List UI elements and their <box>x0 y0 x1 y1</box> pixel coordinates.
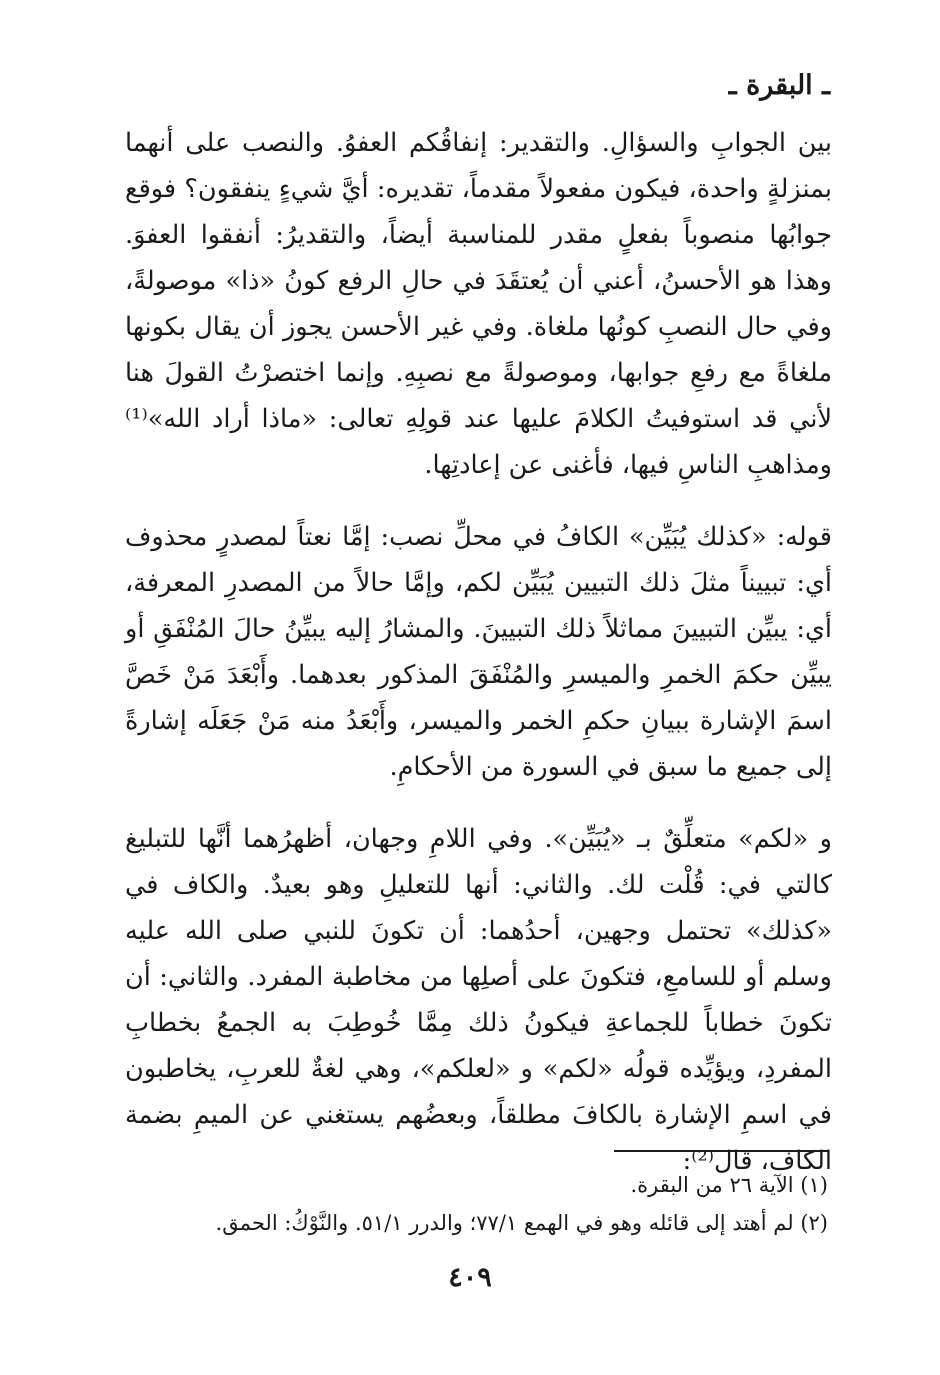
paragraph-2: قوله: «كذلك يُبَيِّن» الكافُ في محلِّ نصب: إمَّا نعتاً لمصدرٍ محذوف أي: تبييناً مثلَ ذلك التبيين يُبَيِّن لكم، وإمَّا حالاً من المصدرِ المعرفة، أي: يبيِّن التبيينَ مماثلاً ذلك التبيينَ. والمشارُ إليه يبيِّنُ حالَ المُنْفَقِ أو يبيِّن حكمَ الخمرِ والميسرِ والمُنْفَقَ المذكور بعدهما. وأَبْعَدَ مَنْ خَصَّ اسمَ الإشارة ببيانِ حكمِ الخمر والميسر، وأَبْعَدُ منه مَنْ جَعَلَه إشارةً إلى جميع ما سبق في السورة من الأحكامِ. <box>125 522 832 782</box>
paragraph-3: و «لكم» متعلِّقٌ بـ «يُبَيِّن». وفي اللامِ وجهان، أظهرُهما أنَّها للتبليغ كالتي في: قُلْت لك. والثاني: أنها للتعليلِ وهو بعيدٌ. والكاف في «كذلك» تحتمل وجهين، أحدُهما: أن تكونَ للنبي صلى الله عليه وسلم أو للسامعِ، فتكونَ على أصلِها من مخاطبة المفرد. والثاني: أن تكونَ خطاباً للجماعةِ فيكونُ ذلك مِمَّا خُوطِبَ به الجمعُ بخطابِ المفردِ، ويؤيِّده قولُه «لكم» و «لعلكم»، وهي لغةٌ للعربِ، يخاطبون في اسمِ الإشارة بالكافَ مطلقاً، وبعضُهم يستغني عن الميمِ بضمة الكاف، قال⁽²⁾: <box>125 824 832 1176</box>
footnote-divider <box>614 1150 828 1152</box>
footnote-2: (٢) لم أهتد إلى قائله وهو في الهمع ٧٧/١؛ والدرر ٥١/١. والنَّوْكُ: الحمق. <box>215 1211 828 1235</box>
footnotes <box>125 1166 828 1242</box>
main-text <box>125 120 832 1184</box>
running-title: ـ البقرة ـ <box>728 70 830 101</box>
paragraph-1: بين الجوابِ والسؤالِ. والتقدير: إنفاقُكم العفوُ. والنصب على أنهما بمنزلةٍ واحدة، فيكون مفعولاً مقدماً، تقديره: أيَّ شيءٍ ينفقون؟ فوقع جوابُها منصوباً بفعلٍ مقدر للمناسبة أيضاً، والتقديرُ: أنفقوا العفوَ. وهذا هو الأحسنُ، أعني أن يُعتقَدَ في حالِ الرفع كونُ «ذا» موصولةً، وفي حال النصبِ كونُها ملغاة. وفي غير الأحسن يجوز أن يقال بكونها ملغاةً مع رفعِ جوابها، وموصولةً مع نصبِهِ. وإنما اختصرْتُ القولَ هنا لأني قد استوفيتُ الكلامَ عليها عند قولِهِ تعالى: «ماذا أراد الله»⁽¹⁾ ومذاهبِ الناسِ فيها، فأغنى عن إعادتِها. <box>125 128 832 480</box>
footnote-1: (١) الآية ٢٦ من البقرة. <box>630 1173 828 1197</box>
page-number: ٤٠٩ <box>448 1262 492 1293</box>
